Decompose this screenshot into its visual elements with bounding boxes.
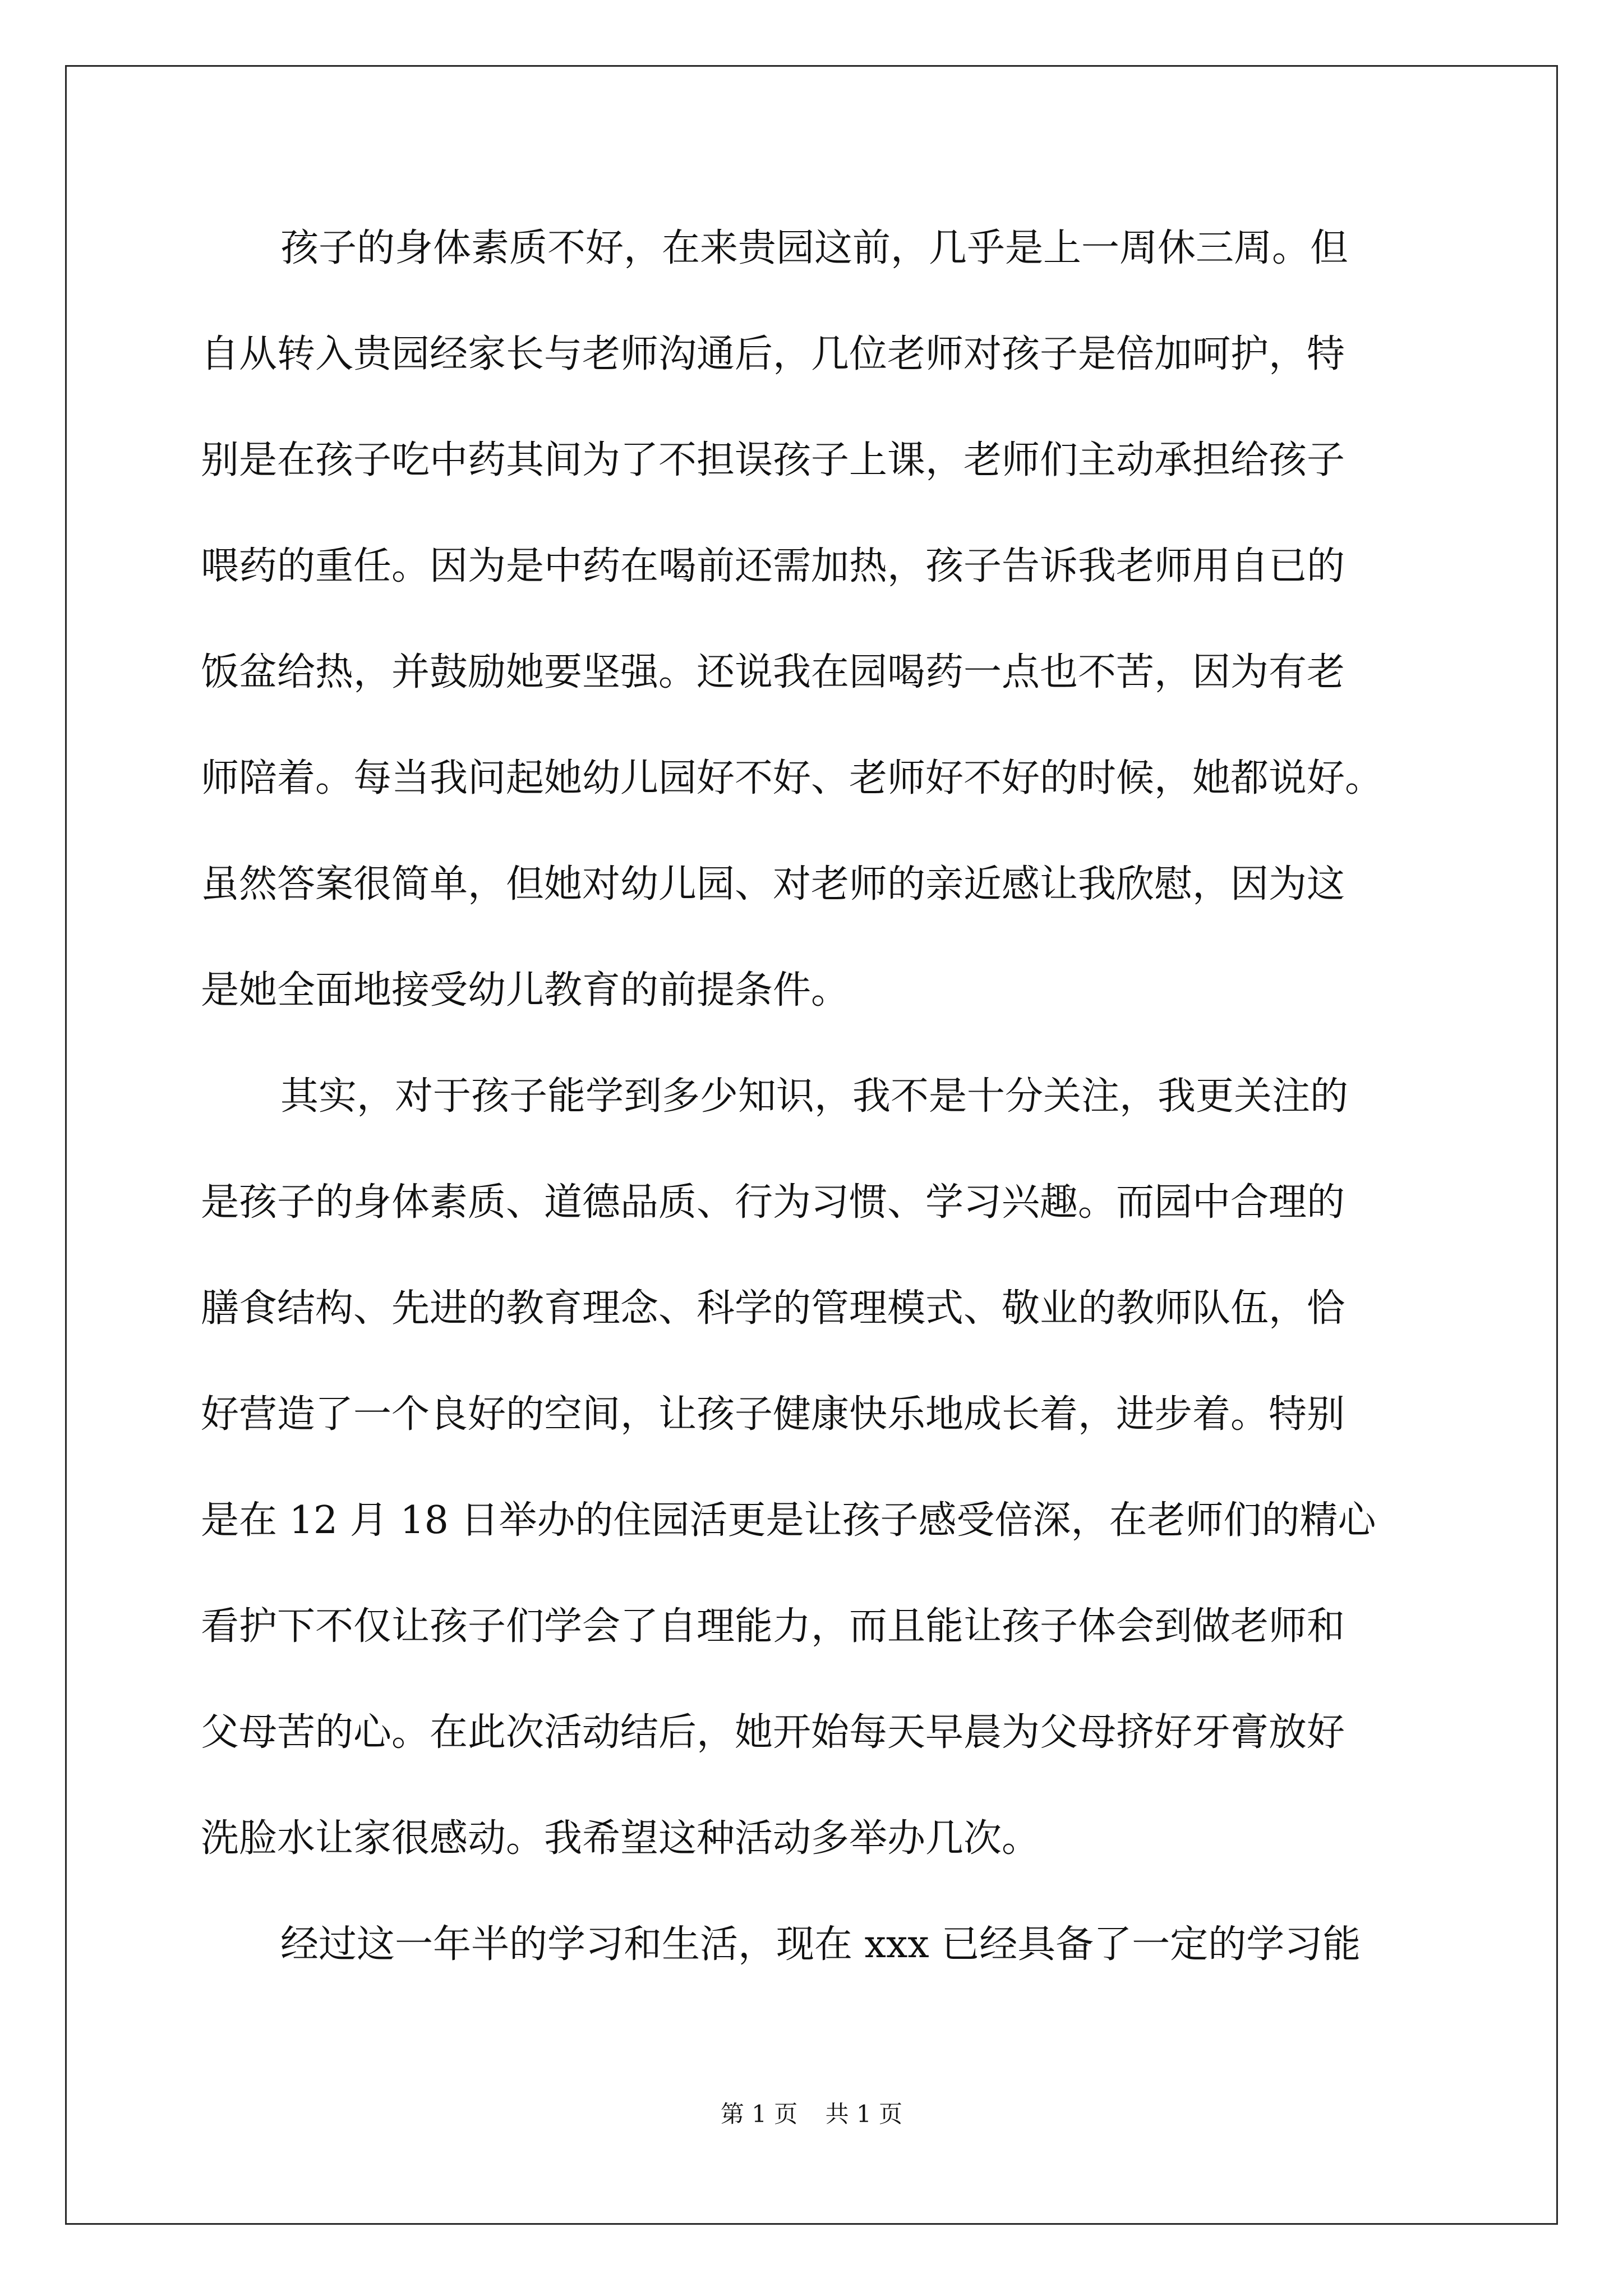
text-line: 自从转入贵园经家长与老师沟通后，几位老师对孩子是倍加呵护，特 (201, 332, 1345, 376)
page-border (65, 65, 1558, 2225)
text-line: 是孩子的身体素质、道德品质、行为习惯、学习兴趣。而园中合理的 (201, 1180, 1345, 1225)
text-line: 好营造了一个良好的空间，让孩子健康快乐地成长着，进步着。特别 (201, 1392, 1345, 1437)
text-line: 是在 12 月 18 日举办的住园活更是让孩子感受倍深，在老师们的精心 (201, 1498, 1376, 1543)
text-line: 孩子的身体素质不好，在来贵园这前，几乎是上一周休三周。但 (280, 226, 1349, 270)
text-line: 其实，对于孩子能学到多少知识，我不是十分关注，我更关注的 (280, 1074, 1349, 1119)
text-line: 看护下不仅让孩子们学会了自理能力，而且能让孩子体会到做老师和 (201, 1604, 1345, 1649)
text-line: 经过这一年半的学习和生活，现在 xxx 已经具备了一定的学习能 (280, 1922, 1361, 1967)
text-line: 饭盆给热，并鼓励她要坚强。还说我在园喝药一点也不苦，因为有老 (201, 650, 1345, 694)
text-line: 父母苦的心。在此次活动结后，她开始每天早晨为父母挤好牙膏放好 (201, 1710, 1345, 1755)
text-line: 是她全面地接受幼儿教育的前提条件。 (201, 968, 850, 1013)
text-line: 师陪着。每当我问起她幼儿园好不好、老师好不好的时候，她都说好。 (201, 756, 1384, 800)
page-footer (0, 2096, 1623, 2129)
text-line: 洗脸水让家很感动。我希望这种活动多举办几次。 (201, 1816, 1040, 1861)
page-total: 共 1 页 (825, 2100, 903, 2128)
text-line: 虽然答案很简单，但她对幼儿园、对老师的亲近感让我欣慰，因为这 (201, 862, 1345, 907)
text-line: 喂药的重任。因为是中药在喝前还需加热，孩子告诉我老师用自已的 (201, 544, 1345, 588)
text-line: 膳食结构、先进的教育理念、科学的管理模式、敬业的教师队伍，恰 (201, 1286, 1345, 1331)
page-number: 第 1 页 (720, 2100, 798, 2128)
text-line: 别是在孩子吃中药其间为了不担误孩子上课，老师们主动承担给孩子 (201, 438, 1345, 482)
